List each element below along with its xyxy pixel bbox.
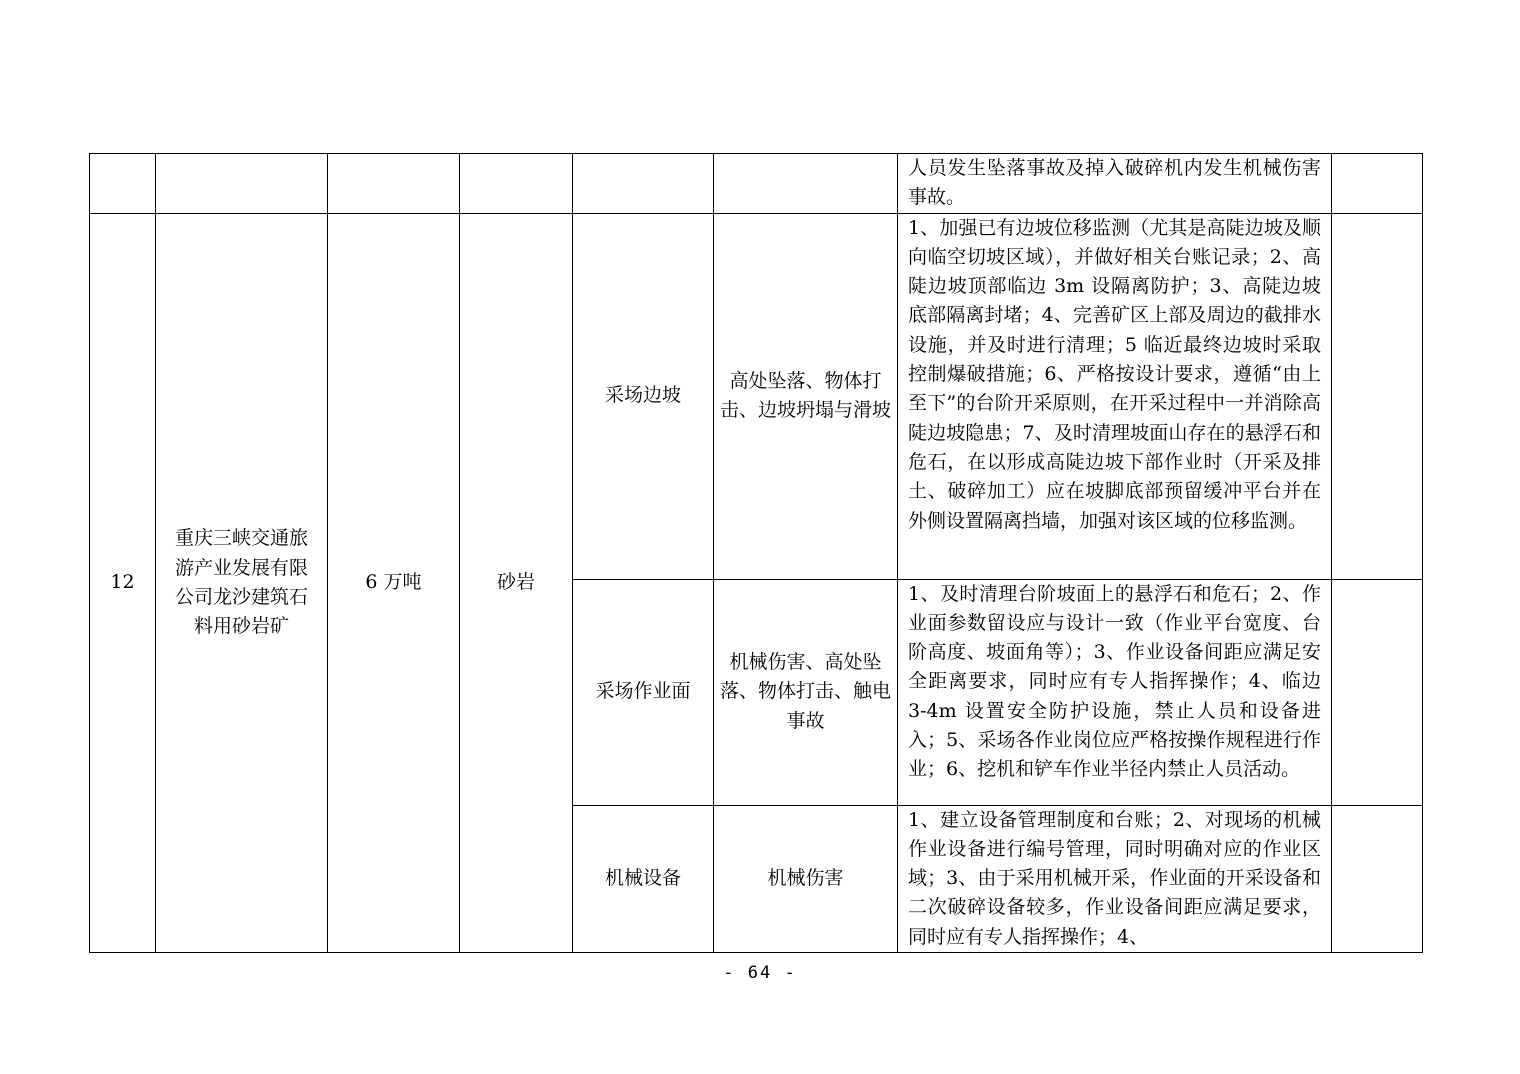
mineral-type: 砂岩 [460, 213, 573, 952]
measures-cell: 1、加强已有边坡位移监测（尤其是高陡边坡及顺向临空切坡区域），并做好相关台账记录；2、高陡边坡顶部临边 3m 设隔离防护；3、高陡边坡底部隔离封堵；4、完善矿区上部及周边的截排水设施，并及时进行清理；5 临近最终边坡时采取控制爆破措施；6、严格按设计要求，遵循“由上至下”的台阶开采原则，在开采过程中一并消除高陡边坡隐患；7、及时清理坡面山存在的悬浮石和危石，在以形成高陡边坡下部作业时（开采及排土、破碎加工）应在坡脚底部预留缓冲平台并在外侧设置隔离挡墙，加强对该区域的位移监测。 [898, 213, 1332, 579]
hazard-table [89, 153, 1423, 953]
cell-empty [573, 154, 714, 214]
page-number: - 64 - [723, 963, 797, 983]
location-cell: 采场作业面 [573, 579, 714, 805]
hazard-cell: 机械伤害 [714, 805, 898, 952]
cell-empty [714, 154, 898, 214]
location-cell: 采场边坡 [573, 213, 714, 579]
cell-empty [1332, 213, 1423, 579]
measures-cell: 人员发生坠落事故及掉入破碎机内发生机械伤害事故。 [898, 154, 1332, 214]
production-scale: 6 万吨 [328, 213, 460, 952]
table-row [90, 213, 1423, 579]
hazard-cell: 机械伤害、高处坠落、物体打击、触电事故 [714, 579, 898, 805]
cell-empty [156, 154, 328, 214]
mine-name: 重庆三峡交通旅游产业发展有限公司龙沙建筑石料用砂岩矿 [156, 213, 328, 952]
hazard-cell: 高处坠落、物体打击、边坡坍塌与滑坡 [714, 213, 898, 579]
cell-empty [460, 154, 573, 214]
row-index: 12 [90, 213, 156, 952]
cell-empty [1332, 154, 1423, 214]
cell-empty [90, 154, 156, 214]
location-cell: 机械设备 [573, 805, 714, 952]
table-row-continued [90, 154, 1423, 214]
measures-cell: 1、建立设备管理制度和台账；2、对现场的机械作业设备进行编号管理，同时明确对应的作业区域；3、由于采用机械开采，作业面的开采设备和二次破碎设备较多，作业设备间距应满足要求，同时应有专人指挥操作；4、 [898, 805, 1332, 952]
cell-empty [1332, 579, 1423, 805]
measures-cell: 1、及时清理台阶坡面上的悬浮石和危石；2、作业面参数留设应与设计一致（作业平台宽度、台阶高度、坡面角等）；3、作业设备间距应满足安全距离要求，同时应有专人指挥操作；4、临边 3-4m 设置安全防护设施，禁止人员和设备进入；5、采场各作业岗位应严格按操作规程进行作业；6、挖机和铲车作业半径内禁止人员活动。 [898, 579, 1332, 805]
cell-empty [328, 154, 460, 214]
cell-empty [1332, 805, 1423, 952]
